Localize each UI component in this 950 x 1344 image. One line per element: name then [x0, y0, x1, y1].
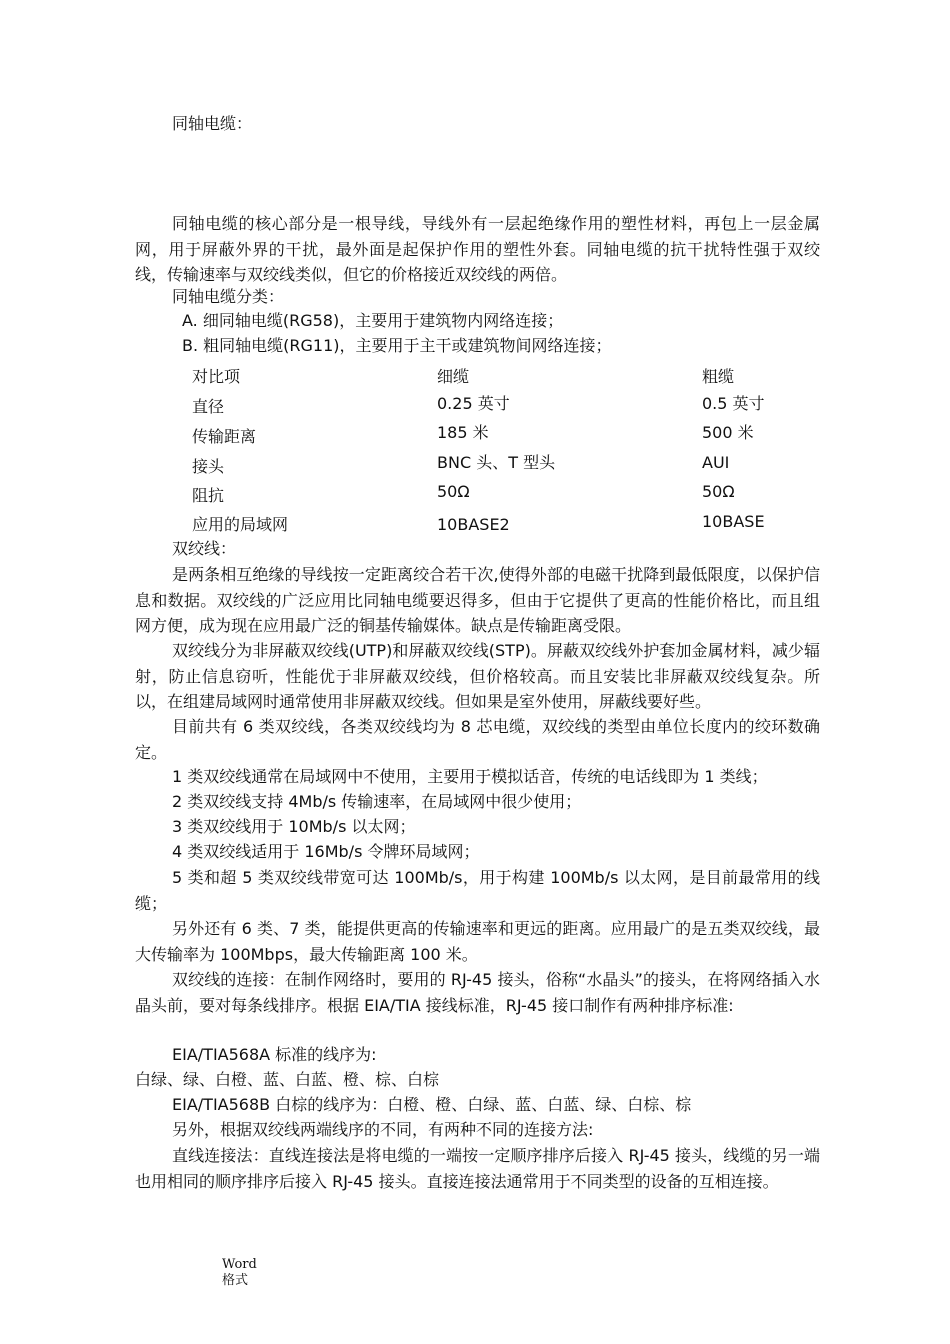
table-cell: 10BASE — [702, 512, 765, 531]
category-5-paragraph: 5 类和超 5 类双绞线带宽可达 100Mb/s，用于构建 100Mb/s 以太网，是目前最常用的线缆； — [135, 868, 820, 913]
section-title-twisted-pair: 双绞线： — [172, 539, 237, 558]
table-header-thick: 粗缆 — [702, 367, 735, 386]
table-cell: 0.5 英寸 — [702, 394, 765, 413]
category-4-line: 4 类双绞线适用于 16Mb/s 令牌环局域网； — [172, 842, 480, 861]
twisted-pair-definition: 是两条相互绝缘的导线按一定距离绞合若干次,使得外部的电磁干扰降到最低限度，以保护信息和数据。双绞线的广泛应用比同轴电缆要迟得多，但由于它提供了更高的性能价格比，而且组网方便，成为现在应用最广泛的铜基传输媒体。缺点是传输距离受限。 — [135, 565, 820, 635]
connection-paragraph: 双绞线的连接：在制作网络时，要用的 RJ-45 接头，俗称“水晶头”的接头，在将网络插入水晶头前，要对每条线排序。根据 EIA/TIA 接线标准，RJ-45 接口制作有两种排序标准: — [135, 970, 820, 1015]
table-cell: BNC 头、T 型头 — [437, 453, 556, 472]
category-1-line: 1 类双绞线通常在局域网中不使用，主要用于模拟话音，传统的电话线即为 1 类线； — [172, 767, 768, 786]
page-footer: Word 格式 — [222, 1257, 257, 1288]
coax-intro-paragraph: 同轴电缆的核心部分是一根导线，导线外有一层起绝缘作用的塑性材料，再包上一层金属网，用于屏蔽外界的干扰，最外面是起保护作用的塑性外套。同轴电缆的抗干扰特性强于双绞线，传输速率与双绞线类似，但它的价格接近双绞线的两倍。 — [135, 214, 820, 284]
category-2-line: 2 类双绞线支持 4Mb/s 传输速率，在局域网中很少使用； — [172, 792, 582, 811]
connection-methods-intro: 另外，根据双绞线两端线序的不同，有两种不同的连接方法: — [172, 1120, 594, 1139]
table-cell: 传输距离 — [192, 427, 257, 446]
table-cell: 50Ω — [702, 482, 735, 501]
table-cell: 接头 — [192, 457, 225, 476]
table-cell: AUI — [702, 453, 730, 472]
table-cell: 185 米 — [437, 423, 489, 442]
standard-a-heading: EIA/TIA568A 标准的线序为: — [172, 1045, 377, 1064]
category-3-line: 3 类双绞线用于 10Mb/s 以太网； — [172, 817, 416, 836]
category-6-7-paragraph: 另外还有 6 类、7 类，能提供更高的传输速率和更远的距离。应用最广的是五类双绞线，最大传输率为 100Mbps，最大传输距离 100 米。 — [135, 919, 820, 964]
table-cell: 10BASE2 — [437, 515, 510, 534]
table-header-thin: 细缆 — [437, 367, 470, 386]
six-categories-paragraph: 目前共有 6 类双绞线，各类双绞线均为 8 芯电缆，双绞线的类型由单位长度内的绞环数确定。 — [135, 717, 820, 762]
standard-a-order: 白绿、绿、白橙、蓝、白蓝、橙、棕、白棕 — [135, 1070, 440, 1089]
table-cell: 500 米 — [702, 423, 754, 442]
table-cell: 阻抗 — [192, 486, 225, 505]
section-title-coax: 同轴电缆： — [172, 114, 253, 133]
table-header-item: 对比项 — [192, 367, 241, 386]
table-cell: 0.25 英寸 — [437, 394, 510, 413]
utp-stp-paragraph: 双绞线分为非屏蔽双绞线(UTP)和屏蔽双绞线(STP)。屏蔽双绞线外护套加金属材料，减少辐射，防止信息窃听，性能优于非屏蔽双绞线，但价格较高。而且安装比非屏蔽双绞线复杂。所以，在组建局域网时通常使用非屏蔽双绞线。但如果是室外使用，屏蔽线要好些。 — [135, 641, 820, 711]
standard-b-line: EIA/TIA568B 白棕的线序为：白橙、橙、白绿、蓝、白蓝、绿、白棕、棕 — [172, 1095, 692, 1114]
table-cell: 50Ω — [437, 482, 470, 501]
table-cell: 直径 — [192, 397, 225, 416]
coax-classify-heading: 同轴电缆分类： — [172, 287, 285, 306]
coax-type-thin: A. 细同轴电缆(RG58)，主要用于建筑物内网络连接； — [182, 311, 564, 330]
coax-type-thick: B. 粗同轴电缆(RG11)，主要用于主干或建筑物间网络连接； — [182, 336, 612, 355]
straight-connection-paragraph: 直线连接法：直线连接法是将电缆的一端按一定顺序排序后接入 RJ-45 接头，线缆的另一端也用相同的顺序排序后接入 RJ-45 接头。直接连接法通常用于不同类型的设备的互相连接。 — [135, 1146, 820, 1191]
table-cell: 应用的局域网 — [192, 515, 289, 534]
